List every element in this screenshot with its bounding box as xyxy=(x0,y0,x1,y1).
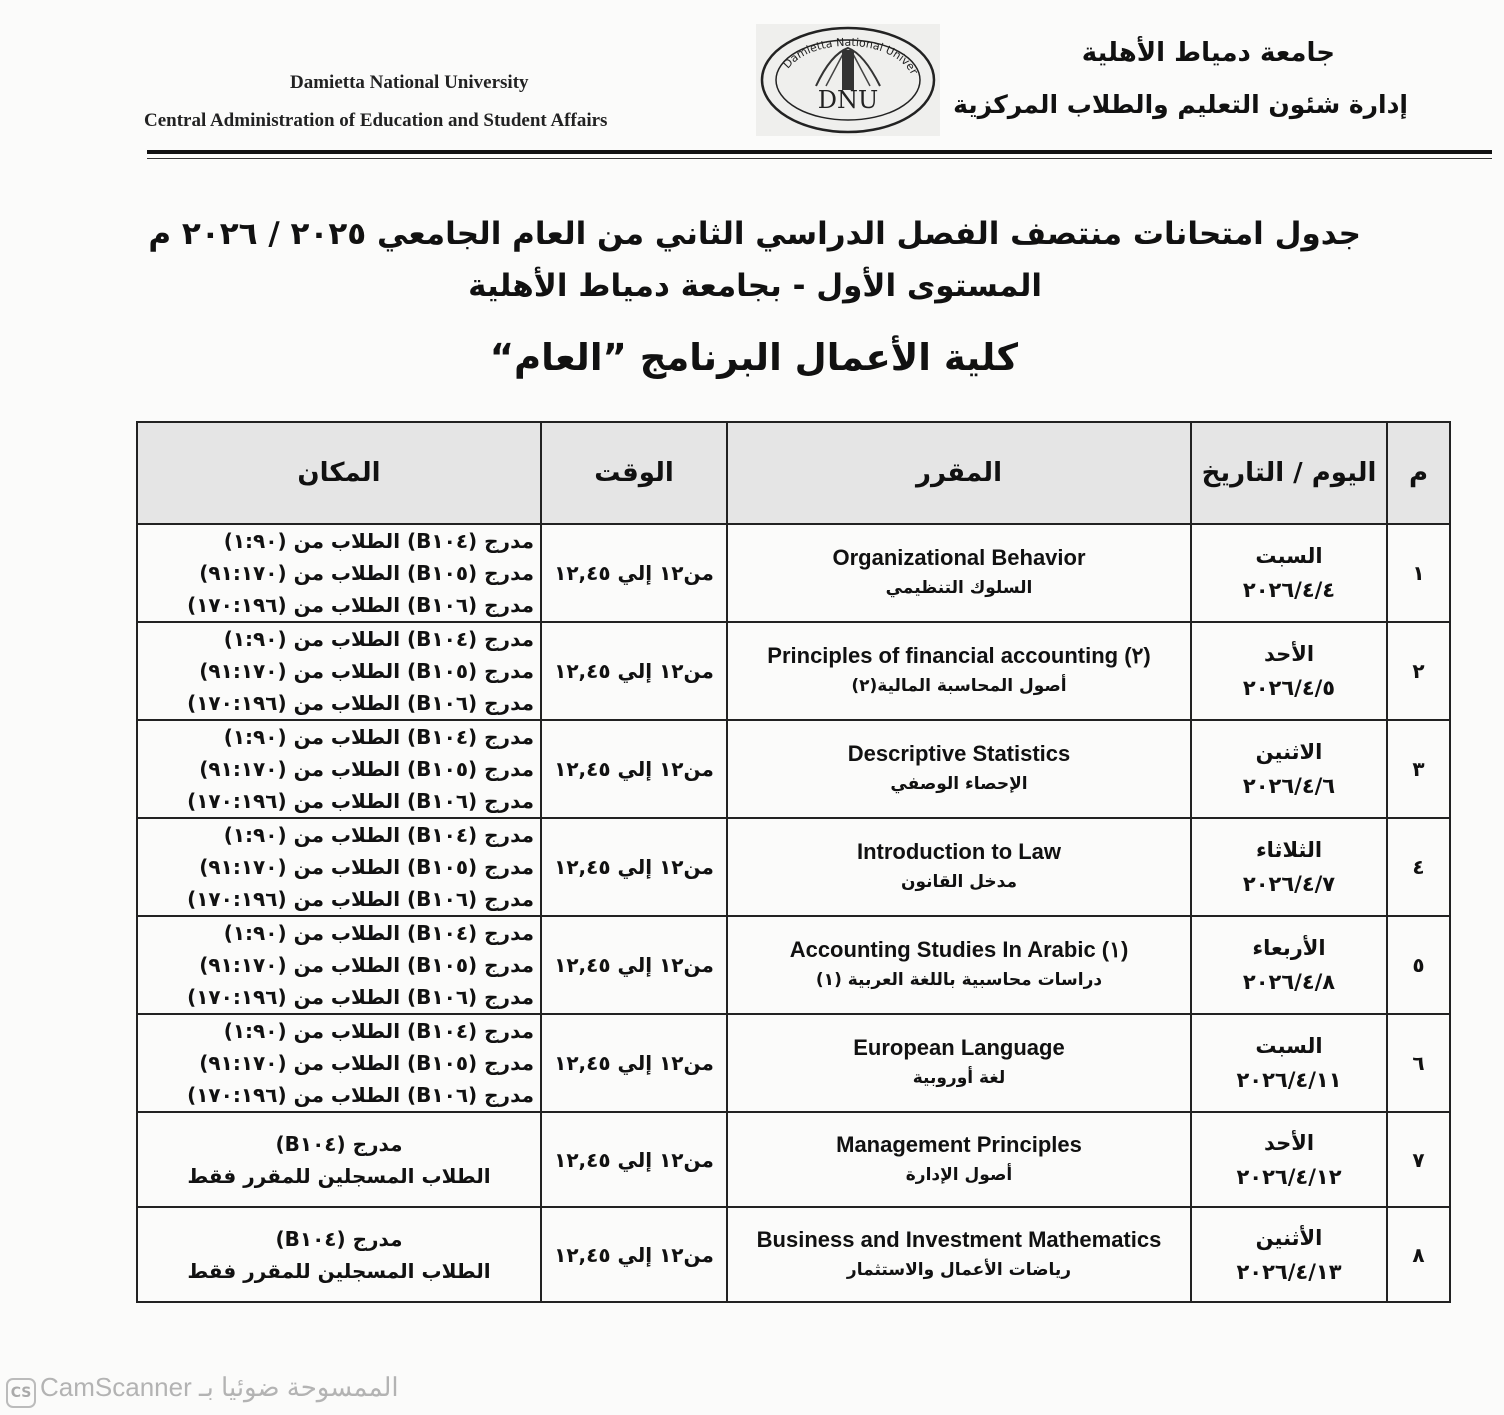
row-place xyxy=(137,818,541,916)
header-num: م xyxy=(1387,422,1450,524)
title-faculty: كلية الأعمال البرنامج ”العام“ xyxy=(489,336,1018,379)
place-line: مدرج (B١٠٦) الطلاب من (١٧٠:١٩٦) xyxy=(187,691,534,715)
row-day-date xyxy=(1191,720,1387,818)
course-ar: الإحصاء الوصفي xyxy=(890,774,1028,794)
logo-arc-text: Damietta National Univer xyxy=(780,35,921,77)
row-time: من١٢ إلي ١٢,٤٥ xyxy=(541,818,727,916)
row-date: ٢٠٢٦/٤/٤ xyxy=(1242,578,1336,602)
place-line: مدرج (B١٠٤) الطلاب من (١:٩٠) xyxy=(223,529,534,553)
row-day-date xyxy=(1191,818,1387,916)
row-day-date xyxy=(1191,1014,1387,1112)
place-line: مدرج (B١٠٦) الطلاب من (١٧٠:١٩٦) xyxy=(187,985,534,1009)
row-place xyxy=(137,1207,541,1302)
row-day: الثلاثاء xyxy=(1255,838,1323,862)
place-line: مدرج (B١٠٥) الطلاب من (٩١:١٧٠) xyxy=(199,855,534,879)
row-course xyxy=(727,1014,1191,1112)
place-line: مدرج (B١٠٤) الطلاب من (١:٩٠) xyxy=(223,725,534,749)
place-line: مدرج (B١٠٥) الطلاب من (٩١:١٧٠) xyxy=(199,659,534,683)
row-date: ٢٠٢٦/٤/١٣ xyxy=(1236,1259,1342,1284)
row-num: ٤ xyxy=(1387,818,1450,916)
header-ar-university: جامعة دمياط الأهلية xyxy=(1081,38,1335,68)
table-row xyxy=(137,524,1450,622)
course-en: Organizational Behavior xyxy=(832,545,1086,570)
table-row xyxy=(137,916,1450,1014)
row-time: من١٢ إلي ١٢,٤٥ xyxy=(541,720,727,818)
header-en-university: Damietta National University xyxy=(290,72,529,93)
row-course xyxy=(727,720,1191,818)
table-row xyxy=(137,720,1450,818)
title-exam-schedule: جدول امتحانات منتصف الفصل الدراسي الثاني من العام الجامعي ٢٠٢٥ / ٢٠٢٦ م xyxy=(148,216,1361,252)
row-day-date xyxy=(1191,622,1387,720)
exam-schedule-table xyxy=(136,421,1451,1303)
header-course: المقرر xyxy=(727,422,1191,524)
header-en-admin: Central Administration of Education and Student Affairs xyxy=(144,110,608,131)
place-line: مدرج (B١٠٤) xyxy=(275,1226,403,1251)
place-line: مدرج (B١٠٥) الطلاب من (٩١:١٧٠) xyxy=(199,1051,534,1075)
course-en: Descriptive Statistics xyxy=(847,741,1071,766)
row-time: من١٢ إلي ١٢,٤٥ xyxy=(541,622,727,720)
row-day-date xyxy=(1191,1207,1387,1302)
course-en: European Language xyxy=(853,1035,1065,1060)
course-en: Management Principles xyxy=(836,1131,1082,1157)
camscanner-watermark: CamScanner الممسوحة ضوئيا بـ xyxy=(40,1372,399,1402)
logo-letters: DNU xyxy=(817,86,879,114)
row-time: من١٢ إلي ١٢,٤٥ xyxy=(541,916,727,1014)
place-line: مدرج (B١٠٤) الطلاب من (١:٩٠) xyxy=(223,627,534,651)
row-course xyxy=(727,524,1191,622)
row-course xyxy=(727,1112,1191,1207)
header-place: المكان xyxy=(137,422,541,524)
row-place xyxy=(137,916,541,1014)
table-row xyxy=(137,1112,1450,1207)
row-num: ٧ xyxy=(1387,1112,1450,1207)
place-line: مدرج (B١٠٤) الطلاب من (١:٩٠) xyxy=(223,921,534,945)
row-time: من١٢ إلي ١٢,٤٥ xyxy=(541,1014,727,1112)
university-logo xyxy=(756,24,940,136)
row-time: من١٢ إلي ١٢,٤٥ xyxy=(541,1207,727,1302)
place-line: مدرج (B١٠٦) الطلاب من (١٧٠:١٩٦) xyxy=(187,789,534,813)
row-course xyxy=(727,1207,1191,1302)
row-place xyxy=(137,1112,541,1207)
course-ar: السلوك التنظيمي xyxy=(885,578,1033,598)
place-line: مدرج (B١٠٦) الطلاب من (١٧٠:١٩٦) xyxy=(187,1083,534,1107)
course-ar: مدخل القانون xyxy=(900,872,1018,892)
row-day: الأحد xyxy=(1263,642,1315,666)
course-ar: لغة أوروبية xyxy=(912,1068,1006,1088)
row-num: ٣ xyxy=(1387,720,1450,818)
course-ar: أصول الإدارة xyxy=(905,1164,1013,1185)
row-place xyxy=(137,1014,541,1112)
table-header-row xyxy=(137,422,1450,524)
row-place xyxy=(137,524,541,622)
row-num: ٢ xyxy=(1387,622,1450,720)
table-row xyxy=(137,818,1450,916)
row-num: ٦ xyxy=(1387,1014,1450,1112)
place-line: مدرج (B١٠٥) الطلاب من (٩١:١٧٠) xyxy=(199,953,534,977)
header-ar-admin: إدارة شئون التعليم والطلاب المركزية xyxy=(953,90,1408,119)
place-line: مدرج (B١٠٤) الطلاب من (١:٩٠) xyxy=(223,1019,534,1043)
place-line: مدرج (B١٠٤) الطلاب من (١:٩٠) xyxy=(223,823,534,847)
header-day-date: اليوم / التاريخ xyxy=(1191,422,1387,524)
place-line: مدرج (B١٠٥) الطلاب من (٩١:١٧٠) xyxy=(199,757,534,781)
place-line: الطلاب المسجلين للمقرر فقط xyxy=(187,1258,491,1283)
row-num: ٥ xyxy=(1387,916,1450,1014)
row-course xyxy=(727,818,1191,916)
row-date: ٢٠٢٦/٤/١١ xyxy=(1236,1068,1342,1092)
course-en: Principles of financial accounting (٢) xyxy=(767,643,1151,668)
place-line: مدرج (B١٠٥) الطلاب من (٩١:١٧٠) xyxy=(199,561,534,585)
row-date: ٢٠٢٦/٤/٨ xyxy=(1242,970,1336,994)
row-day: الأحد xyxy=(1263,1130,1315,1155)
course-en: Introduction to Law xyxy=(856,839,1062,864)
row-time: من١٢ إلي ١٢,٤٥ xyxy=(541,1112,727,1207)
course-ar: أصول المحاسبة المالية(٢) xyxy=(851,676,1067,696)
course-ar: دراسات محاسبية باللغة العربية (١) xyxy=(815,970,1103,990)
row-date: ٢٠٢٦/٤/٧ xyxy=(1242,872,1336,896)
row-day-date xyxy=(1191,1112,1387,1207)
table-row xyxy=(137,622,1450,720)
row-day: السبت xyxy=(1255,1034,1323,1058)
header-rule-thin xyxy=(147,158,1492,159)
row-course xyxy=(727,916,1191,1014)
row-num: ٨ xyxy=(1387,1207,1450,1302)
table-row xyxy=(137,1014,1450,1112)
course-en: Business and Investment Mathematics xyxy=(756,1226,1162,1252)
row-date: ٢٠٢٦/٤/١٢ xyxy=(1236,1164,1342,1189)
place-line: مدرج (B١٠٤) xyxy=(275,1131,403,1156)
header-time: الوقت xyxy=(541,422,727,524)
row-num: ١ xyxy=(1387,524,1450,622)
row-day: الأثنين xyxy=(1255,1225,1323,1250)
camscanner-badge: CS xyxy=(6,1378,36,1408)
place-line: مدرج (B١٠٦) الطلاب من (١٧٠:١٩٦) xyxy=(187,887,534,911)
row-day: الأربعاء xyxy=(1252,936,1326,960)
table-row xyxy=(137,1207,1450,1302)
row-day-date xyxy=(1191,916,1387,1014)
row-day: الاثنين xyxy=(1255,740,1323,764)
row-date: ٢٠٢٦/٤/٥ xyxy=(1242,676,1336,700)
course-ar: رياضات الأعمال والاستثمار xyxy=(846,1259,1072,1280)
place-line: الطلاب المسجلين للمقرر فقط xyxy=(187,1163,491,1188)
header-rule xyxy=(147,150,1492,154)
place-line: مدرج (B١٠٦) الطلاب من (١٧٠:١٩٦) xyxy=(187,593,534,617)
row-place xyxy=(137,720,541,818)
course-en: Accounting Studies In Arabic (١) xyxy=(789,937,1129,962)
title-level: المستوى الأول - بجامعة دمياط الأهلية xyxy=(468,268,1042,304)
row-day: السبت xyxy=(1255,544,1323,568)
row-date: ٢٠٢٦/٤/٦ xyxy=(1242,774,1336,798)
row-day-date xyxy=(1191,524,1387,622)
row-course xyxy=(727,622,1191,720)
row-time: من١٢ إلي ١٢,٤٥ xyxy=(541,524,727,622)
row-place xyxy=(137,622,541,720)
